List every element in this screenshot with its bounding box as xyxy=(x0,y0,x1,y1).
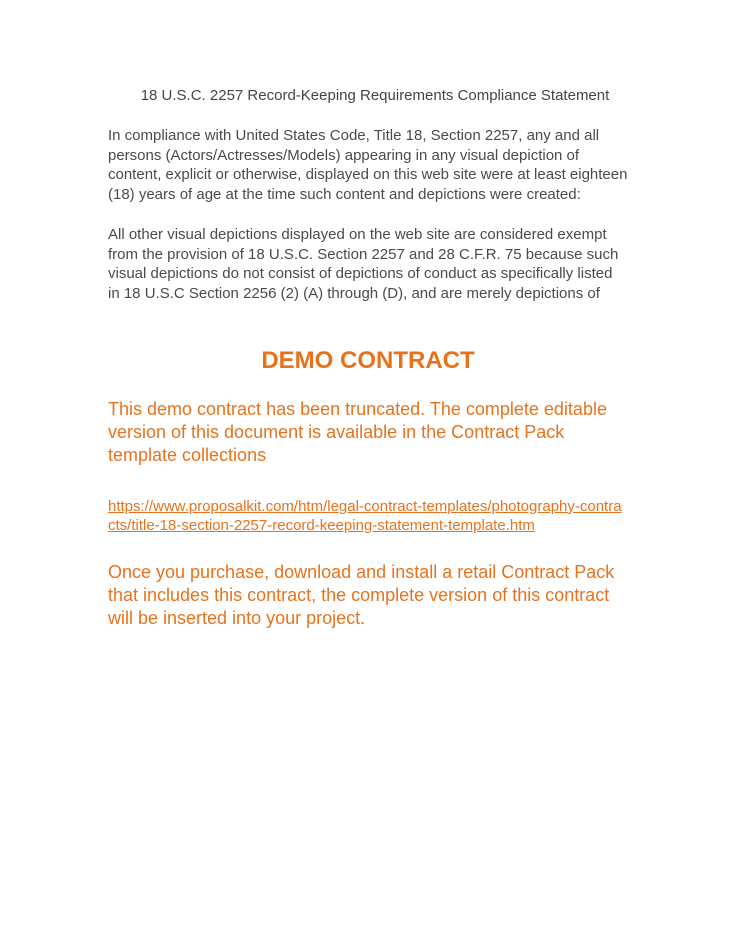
exemption-paragraph: All other visual depictions displayed on the web site are considered exempt from the provision of 18 U.S.C. Section 2257 and 28 C.F.R. 75 because such visual depictions do not consist of depictions of conduct as specifically listed in 18 U.S.C Section 2256 (2) (A) through (D), and are merely depictions of xyxy=(108,225,619,302)
document-title: 18 U.S.C. 2257 Record-Keeping Requirements Compliance Statement xyxy=(140,87,610,104)
demo-contract-heading: DEMO CONTRACT xyxy=(261,346,475,374)
truncated-notice: This demo contract has been truncated. The complete editable version of this document is available in the Contract Pack template collections xyxy=(108,398,607,465)
purchase-notice: Once you purchase, download and install a retail Contract Pack that includes this contract, the complete version of this contract will be inserted into your project. xyxy=(108,561,615,628)
compliance-paragraph: In compliance with United States Code, Title 18, Section 2257, any and all persons (Actors/Actresses/Models) appearing in any visual depiction of content, explicit or otherwise, displayed on this web site were at least eighteen (18) years of age at the time such content and depictions were created: xyxy=(108,127,628,204)
document-content xyxy=(108,86,628,660)
contract-pack-link[interactable]: https://www.proposalkit.com/htm/legal-contract-templates/photography-contracts/title-18-section-2257-record-keeping-statement-template.htm xyxy=(108,497,622,535)
